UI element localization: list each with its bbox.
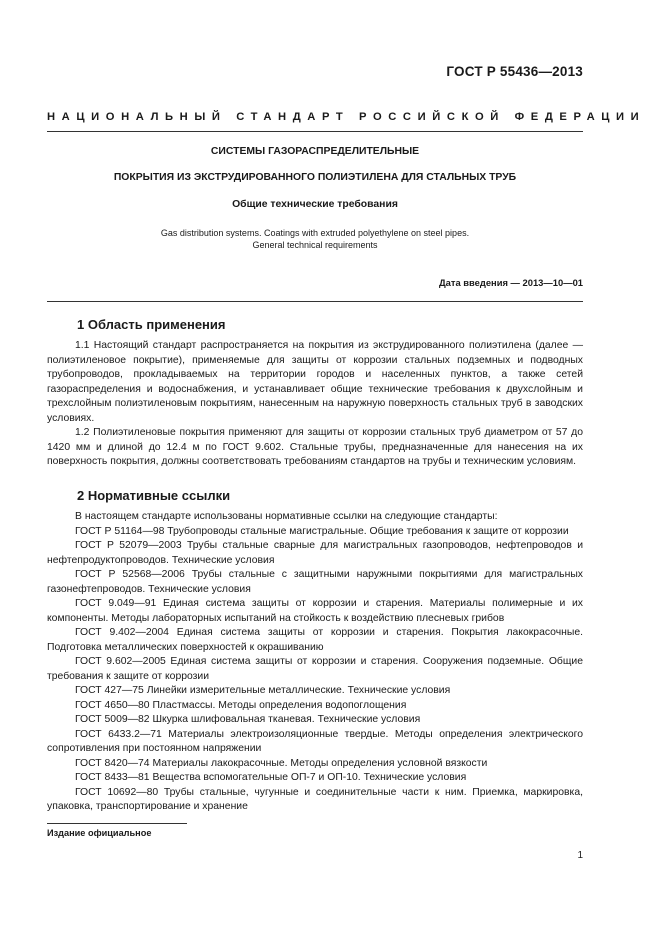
title-line-2: ПОКРЫТИЯ ИЗ ЭКСТРУДИРОВАННОГО ПОЛИЭТИЛЕНА ДЛЯ СТАЛЬНЫХ ТРУБ — [113, 172, 517, 183]
reference-item: ГОСТ 10692—80 Трубы стальные, чугунные и соединительные части к ним. Приемка, маркировка, упаковка, транспортирование и хранение — [47, 786, 583, 812]
section-2-body — [47, 510, 583, 815]
english-title-line-1: Gas distribution systems. Coatings with extruded polyethylene on steel pipes. — [160, 228, 470, 238]
reference-item: ГОСТ 5009—82 Шкурка шлифовальная тканевая. Технические условия — [75, 714, 421, 725]
national-standard-banner: НАЦИОНАЛЬНЫЙ СТАНДАРТ РОССИЙСКОЙ ФЕДЕРАЦИИ — [47, 111, 646, 123]
reference-item: ГОСТ 8420—74 Материалы лакокрасочные. Методы определения условной вязкости — [75, 757, 488, 769]
reference-item: ГОСТ Р 51164—98 Трубопроводы стальные магистральные. Общие требования к защите от коррозии — [75, 525, 569, 537]
section-2-heading: 2 Нормативные ссылки — [77, 488, 231, 503]
introduction-date: Дата введения — 2013—10—01 — [438, 277, 583, 288]
reference-item: ГОСТ Р 52079—2003 Трубы стальные сварные для магистральных газопроводов, нефтепроводов и нефтепродуктопроводов. Технические условия — [47, 540, 583, 566]
reference-item: ГОСТ 9.602—2005 Единая система защиты от коррозии и старения. Сооружения подземные. Общие требования к защите от коррозии — [47, 656, 583, 682]
footer-divider — [47, 823, 187, 824]
reference-item: ГОСТ 8433—81 Вещества вспомогательные ОП-7 и ОП-10. Технические условия — [75, 772, 467, 783]
title-line-3: Общие технические требования — [232, 199, 398, 210]
paragraph: 1.2 Полиэтиленовые покрытия применяют для защиты от коррозии стальных труб диаметром от 57 до 1420 мм и длиной до 12.4 м по ГОСТ 9.602. Стальные трубы, предназначенные для нанесения на их поверхность покрытия, должны соответствовать требованиям стандартов на трубы и техническим условиям. — [47, 427, 583, 467]
reference-item: ГОСТ Р 52568—2006 Трубы стальные с защитными наружными покрытиями для магистральных газонефтепроводов. Технические условия — [47, 569, 583, 595]
edition-note: Издание официальное — [47, 828, 152, 838]
header-divider — [47, 131, 583, 132]
reference-item: ГОСТ 427—75 Линейки измерительные металлические. Технические условия — [75, 685, 451, 696]
english-title-line-2: General technical requirements — [252, 240, 378, 250]
paragraph: 1.1 Настоящий стандарт распространяется на покрытия из экструдированного полиэтилена (далее — полиэтиленовое покрытие), применяемые для защиты от коррозии стальных подземных и подводных трубопроводов, прокладываемых на территории городов и населенных пунктов, а также сетей газораспределения и водоснабжения, и устанавливает общие технические требования к двухслойным и трехслойным полиэтиленовым покрытиям, нанесенным на наружную поверхность стальных труб в заводских условиях. — [47, 340, 583, 424]
paragraph: В настоящем стандарте использованы нормативные ссылки на следующие стандарты: — [75, 511, 498, 522]
reference-item: ГОСТ 6433.2—71 Материалы электроизоляционные твердые. Методы определения электрического сопротивления при постоянном напряжении — [47, 728, 583, 754]
reference-item: ГОСТ 4650—80 Пластмассы. Методы определения водопоглощения — [75, 699, 407, 711]
title-line-1: СИСТЕМЫ ГАЗОРАСПРЕДЕЛИТЕЛЬНЫЕ — [210, 146, 420, 157]
page-number: 1 — [577, 850, 583, 861]
section-1-body — [47, 339, 583, 470]
title-divider — [47, 301, 583, 302]
reference-item: ГОСТ 9.049—91 Единая система защиты от коррозии и старения. Материалы полимерные и их компоненты. Методы лабораторных испытаний на стойкость к воздействию плесневых грибов — [47, 598, 583, 624]
document-number: ГОСТ Р 55436—2013 — [446, 64, 583, 79]
section-1-heading: 1 Область применения — [77, 317, 226, 332]
reference-item: ГОСТ 9.402—2004 Единая система защиты от коррозии и старения. Покрытия лакокрасочные. Подготовка металлических поверхностей к окрашиванию — [47, 627, 583, 653]
